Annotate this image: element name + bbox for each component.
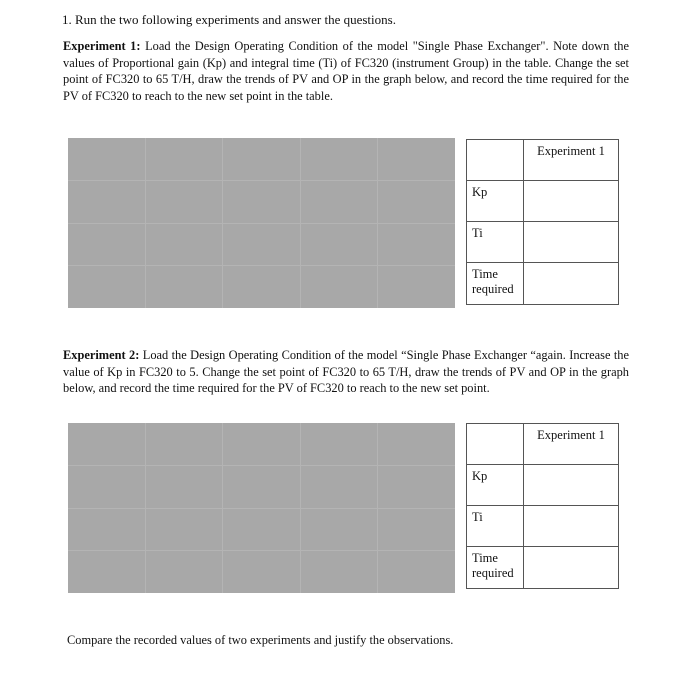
experiment-1-table [466,139,619,305]
experiment-2-graph-area[interactable] [68,423,455,593]
time-required-value-cell[interactable] [524,263,619,305]
experiment-1-label: Experiment 1: [63,39,141,53]
experiment-2-table [466,423,619,589]
experiment-1-graph-area[interactable] [68,138,455,308]
row-label-ti: Ti [467,506,524,547]
kp-value-cell[interactable] [524,181,619,222]
row-label-time-required: Time required [467,547,524,589]
question-title: 1. Run the two following experiments and answer the questions. [62,12,396,27]
row-label-kp: Kp [467,465,524,506]
experiment-2-label: Experiment 2: [63,348,140,362]
experiment-2-text: Load the Design Operating Condition of the model “Single Phase Exchanger “again. Increase the value of Kp in FC320 to 5. Change the set point of FC320 to 65 T/H, draw the trends of PV and OP in the graph below, and record the time required for the PV of FC320 to reach to the new set point. [63,348,629,395]
time-required-value-cell[interactable] [524,547,619,589]
ti-value-cell[interactable] [524,506,619,547]
table-corner-cell [467,140,524,181]
compare-instruction: Compare the recorded values of two experiments and justify the observations. [67,633,454,647]
experiment-1-text: Load the Design Operating Condition of the model "Single Phase Exchanger". Note down the values of Proportional gain (Kp) and integral time (Ti) of FC320 (instrument Group) in the table. Change the set point of FC320 to 65 T/H, draw the trends of PV and OP in the graph below, and record the time required for the PV of FC320 to reach to the new set point in the table. [63,39,629,103]
table-corner-cell [467,424,524,465]
kp-value-cell[interactable] [524,465,619,506]
table-header: Experiment 1 [524,140,619,181]
experiment-1-paragraph [63,38,629,104]
row-label-ti: Ti [467,222,524,263]
table-header: Experiment 1 [524,424,619,465]
experiment-2-paragraph [63,347,629,397]
row-label-kp: Kp [467,181,524,222]
ti-value-cell[interactable] [524,222,619,263]
row-label-time-required: Time required [467,263,524,305]
